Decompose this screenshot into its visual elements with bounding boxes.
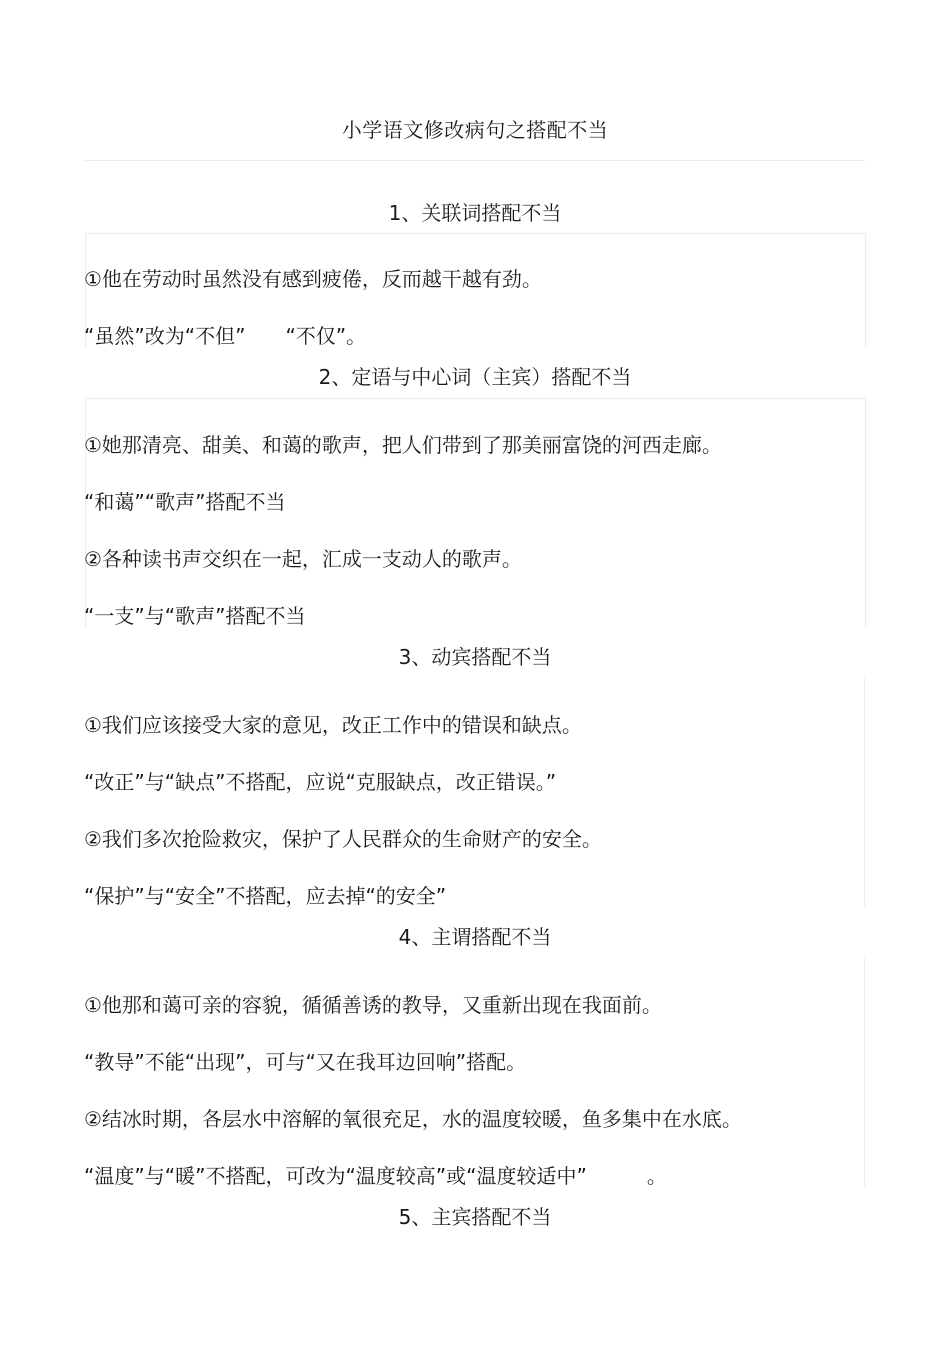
example-sentence: ①我们应该接受大家的意见，改正工作中的错误和缺点。: [84, 713, 582, 737]
example-sentence: ②各种读书声交织在一起，汇成一支动人的歌声。: [84, 547, 522, 571]
correction-note: “教导”不能“出现”，可与“又在我耳边回响”搭配。: [84, 1050, 527, 1074]
example-sentence: ①他那和蔼可亲的容貌，循循善诱的教导，又重新出现在我面前。: [84, 993, 662, 1017]
correction-note: “一支”与“歌声”搭配不当: [84, 604, 306, 628]
example-sentence: ①他在劳动时虽然没有感到疲倦，反而越干越有劲。: [84, 267, 542, 291]
correction-note: “温度”与“暖”不搭配，可改为“温度较高”或“温度较适中” 。: [84, 1164, 667, 1188]
section-heading: 3、动宾搭配不当: [398, 645, 552, 669]
section-heading: 2、定语与中心词（主宾）搭配不当: [318, 365, 632, 389]
section-heading: 4、主谓搭配不当: [398, 925, 552, 949]
correction-note: “保护”与“安全”不搭配，应去掉“的安全”: [84, 884, 447, 908]
section-heading: 1、关联词搭配不当: [388, 201, 562, 225]
correction-note: “虽然”改为“不但” “不仅”。: [84, 324, 367, 348]
section-heading: 5、主宾搭配不当: [398, 1205, 552, 1229]
title-divider: [85, 160, 865, 161]
correction-note: “改正”与“缺点”不搭配，应说“克服缺点，改正错误。”: [84, 770, 557, 794]
example-sentence: ②我们多次抢险救灾，保护了人民群众的生命财产的安全。: [84, 827, 602, 851]
document-title: 小学语文修改病句之搭配不当: [341, 118, 609, 142]
example-sentence: ②结冰时期，各层水中溶解的氧很充足，水的温度较暖，鱼多集中在水底。: [84, 1107, 742, 1131]
example-sentence: ①她那清亮、甜美、和蔼的歌声，把人们带到了那美丽富饶的河西走廊。: [84, 433, 722, 457]
correction-note: “和蔼”“歌声”搭配不当: [84, 490, 286, 514]
